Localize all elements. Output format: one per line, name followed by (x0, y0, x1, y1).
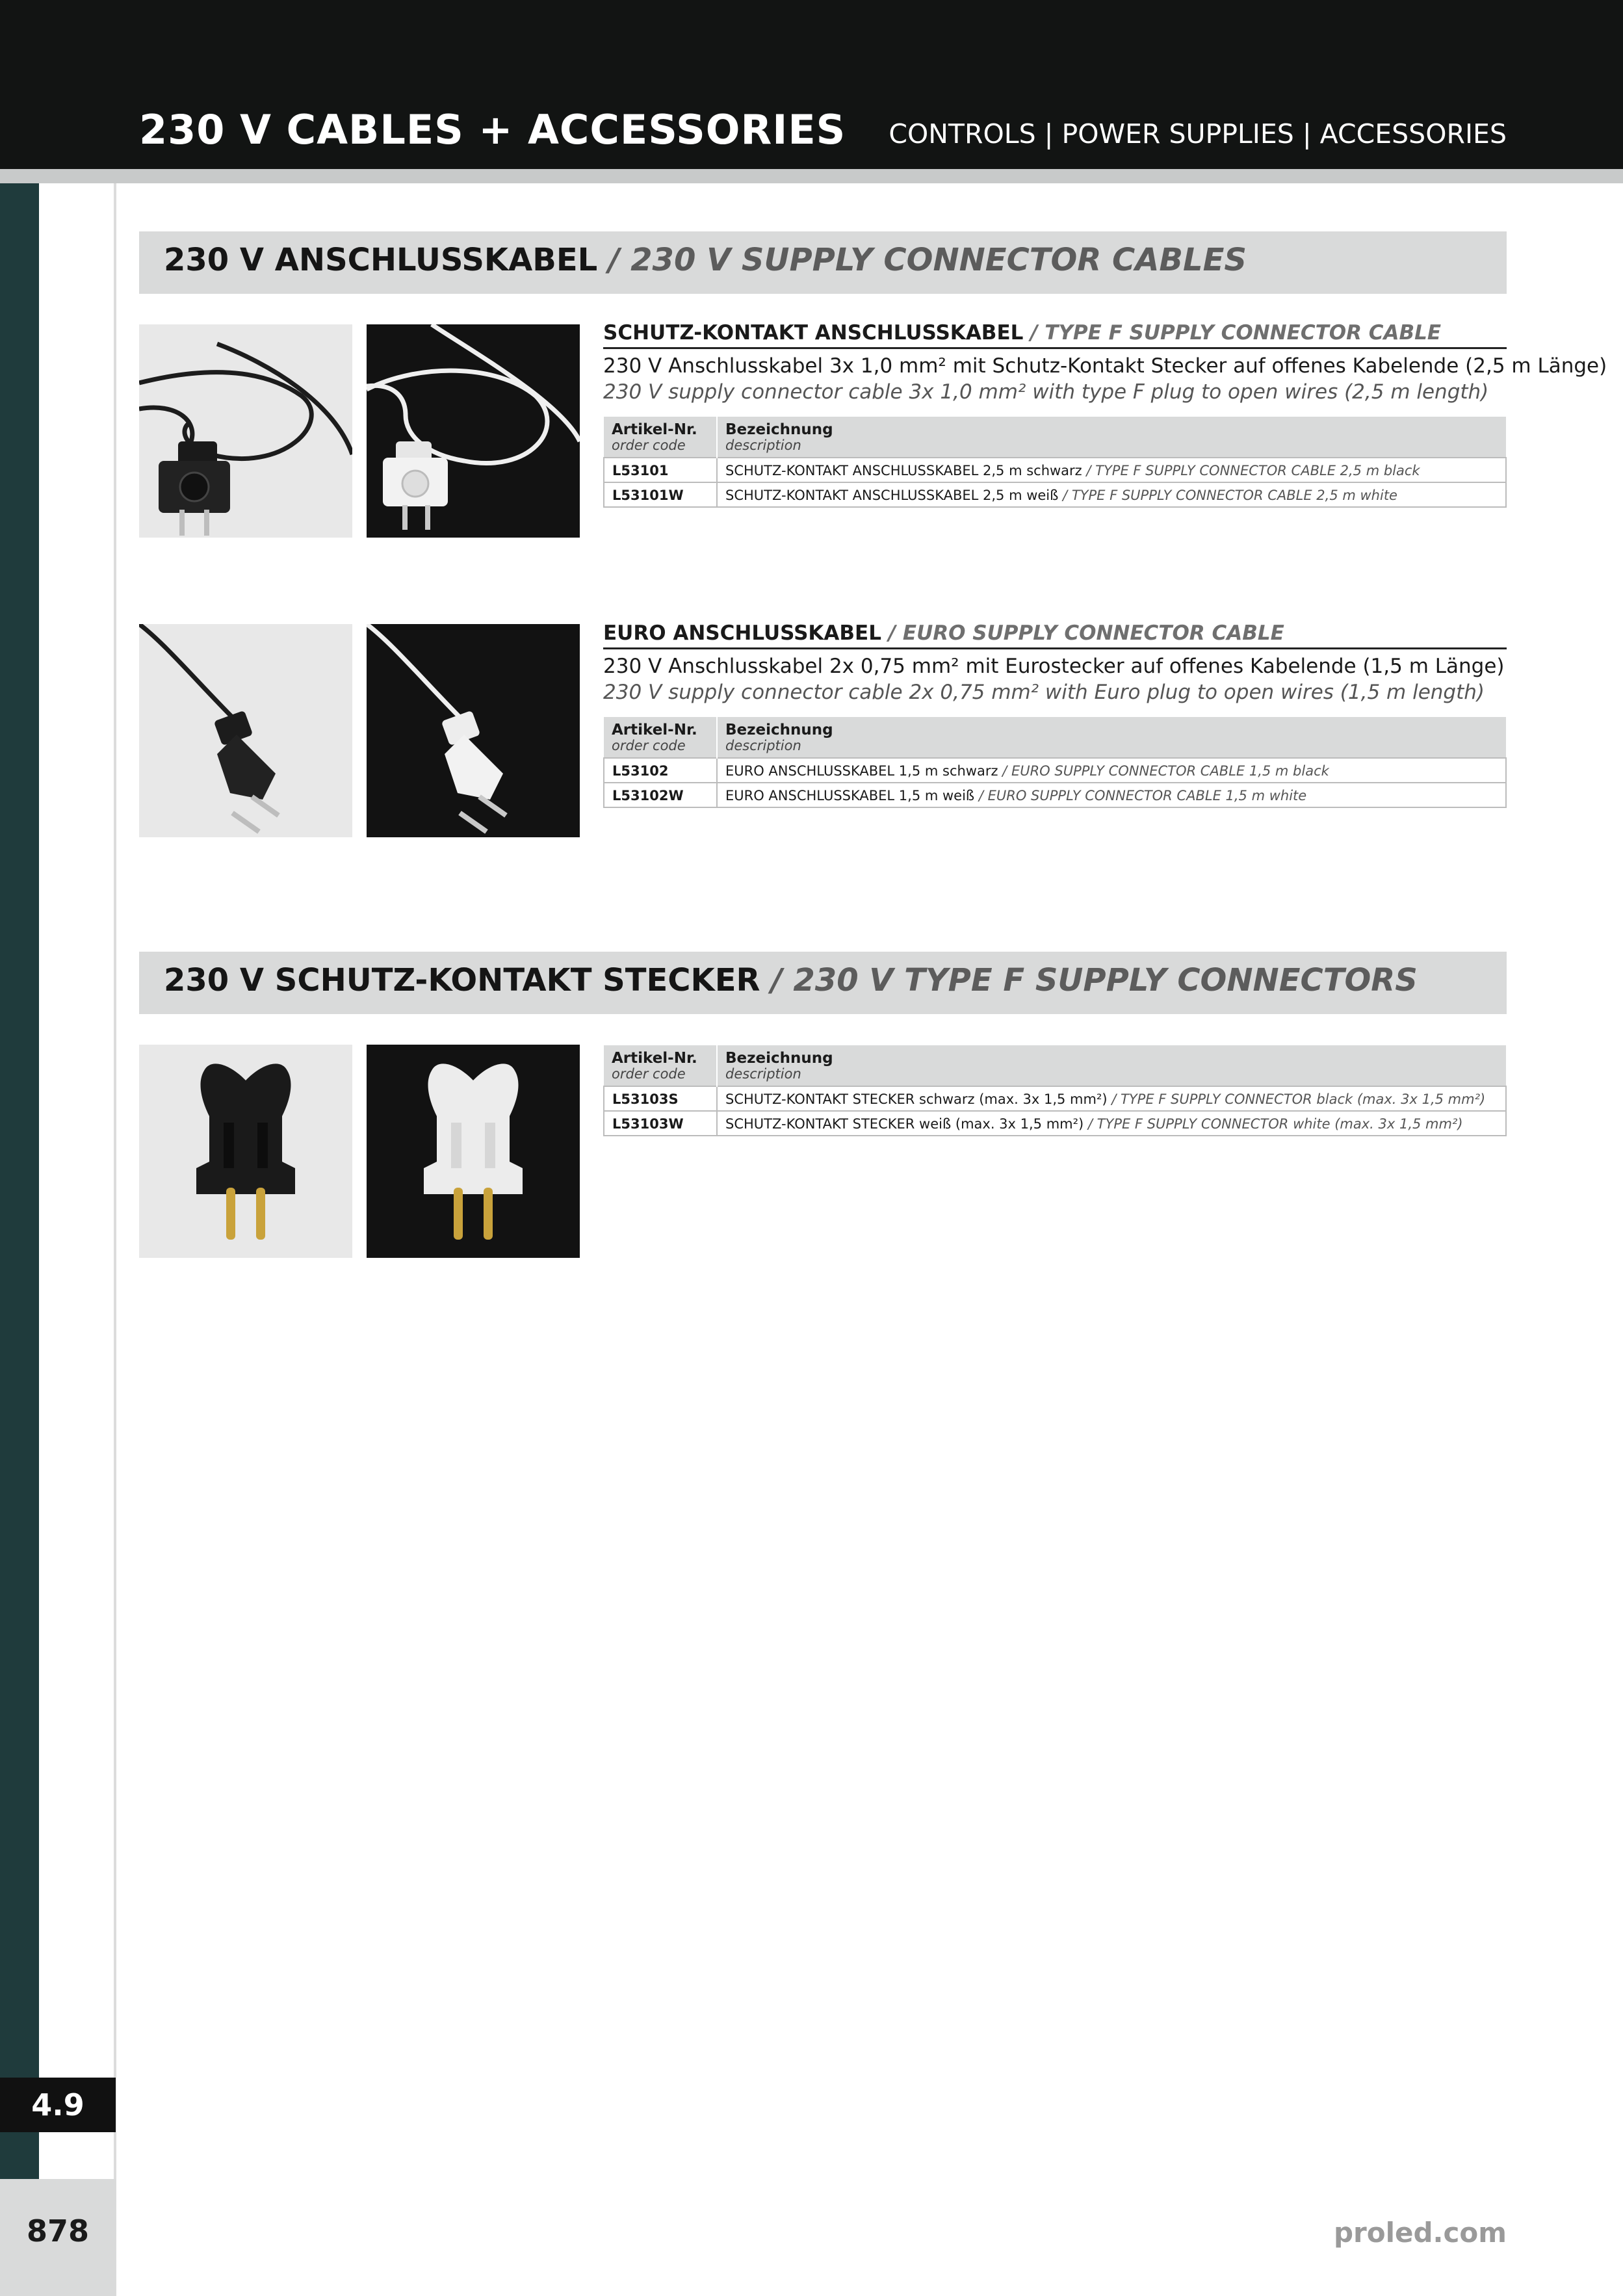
table-row (604, 482, 1506, 507)
order-code-header-en: order code (612, 1066, 686, 1082)
page-number: 878 (26, 2213, 90, 2249)
table-row (604, 1111, 1506, 1136)
order-table (603, 717, 1507, 808)
black-schuko-plug-image (139, 1045, 352, 1258)
item-description-de: SCHUTZ-KONTAKT ANSCHLUSSKABEL 2,5 m weiß (725, 488, 1059, 503)
order-code-header-de: Artikel-Nr. (612, 421, 697, 438)
section-title-de: 230 V ANSCHLUSSKABEL (164, 242, 598, 278)
product-description-de: 230 V Anschlusskabel 3x 1,0 mm² mit Schutz-Kontakt Stecker auf offenes Kabelende (2,5 m Länge) (603, 354, 1607, 378)
margin-rule (114, 183, 116, 2296)
section-heading-supply-cables (139, 231, 1507, 294)
order-code: L53101W (604, 482, 717, 507)
product-heading-de: SCHUTZ-KONTAKT ANSCHLUSSKABEL (603, 321, 1024, 345)
product-description-de: 230 V Anschlusskabel 2x 0,75 mm² mit Eurostecker auf offenes Kabelende (1,5 m Länge) (603, 655, 1505, 678)
section-heading-type-f-connectors (139, 952, 1507, 1014)
order-table (603, 417, 1507, 508)
page-title: 230 V CABLES + ACCESSORIES (139, 106, 846, 153)
description-header-en: description (725, 1066, 801, 1082)
chapter-number: 4.9 (0, 2078, 116, 2132)
chapter-sidebar (0, 183, 39, 2179)
order-code: L53101 (604, 458, 717, 482)
product-heading-en: EURO SUPPLY CONNECTOR CABLE (902, 621, 1284, 645)
product-description-en: 230 V supply connector cable 3x 1,0 mm² with type F plug to open wires (2,5 m length) (603, 380, 1489, 404)
item-description-en: TYPE F SUPPLY CONNECTOR CABLE 2,5 m white (1071, 488, 1397, 503)
order-code: L53103S (604, 1086, 717, 1111)
item-description-de: EURO ANSCHLUSSKABEL 1,5 m weiß (725, 788, 975, 803)
order-code-header (604, 1045, 717, 1086)
section-title-separator: / (597, 242, 631, 278)
black-euro-cable-image (139, 624, 352, 837)
description-header (717, 1045, 1506, 1086)
item-description-en: EURO SUPPLY CONNECTOR CABLE 1,5 m black (1011, 763, 1329, 779)
item-description (717, 1086, 1506, 1111)
header-divider (0, 169, 1623, 183)
item-description-separator: / (1082, 463, 1096, 478)
product-heading (603, 621, 1507, 649)
product-heading-separator: / (1023, 321, 1045, 345)
item-description-separator: / (1107, 1091, 1121, 1107)
order-table (603, 1045, 1507, 1136)
section-title-en: 230 V SUPPLY CONNECTOR CABLES (630, 242, 1247, 278)
description-header-en: description (725, 437, 801, 453)
section-title-separator: / (760, 962, 794, 998)
description-header-de: Bezeichnung (725, 421, 833, 438)
order-code: L53103W (604, 1111, 717, 1136)
item-description-de: EURO ANSCHLUSSKABEL 1,5 m schwarz (725, 763, 998, 779)
section-title-de: 230 V SCHUTZ-KONTAKT STECKER (164, 962, 760, 998)
product-heading-separator: / (881, 621, 903, 645)
table-header-row (604, 1045, 1506, 1086)
product-schuko-plug (603, 1034, 1507, 1136)
white-euro-cable-image (367, 624, 580, 837)
product-euro-cable (603, 621, 1507, 808)
item-description (717, 458, 1506, 482)
item-description-en: TYPE F SUPPLY CONNECTOR black (max. 3x 1,5 mm²) (1121, 1091, 1486, 1107)
item-description-separator: / (1058, 488, 1072, 503)
order-code-header-de: Artikel-Nr. (612, 1050, 697, 1067)
table-header-row (604, 717, 1506, 758)
table-row (604, 458, 1506, 482)
item-description-separator: / (1084, 1116, 1097, 1132)
description-header-en: description (725, 738, 801, 753)
item-description (717, 1111, 1506, 1136)
item-description-de: SCHUTZ-KONTAKT ANSCHLUSSKABEL 2,5 m schwarz (725, 463, 1082, 478)
product-schuko-cable (603, 321, 1607, 508)
white-schuko-plug-image (367, 1045, 580, 1258)
item-description-separator: / (998, 763, 1011, 779)
item-description (717, 482, 1506, 507)
order-code-header-de: Artikel-Nr. (612, 722, 697, 738)
item-description (717, 758, 1506, 783)
product-heading-de: EURO ANSCHLUSSKABEL (603, 621, 881, 645)
white-schuko-cable-image (367, 324, 580, 538)
table-row (604, 1086, 1506, 1111)
product-description-en: 230 V supply connector cable 2x 0,75 mm² with Euro plug to open wires (1,5 m length) (603, 681, 1485, 704)
item-description-en: TYPE F SUPPLY CONNECTOR CABLE 2,5 m black (1095, 463, 1420, 478)
order-code-header-en: order code (612, 738, 686, 753)
description-header (717, 417, 1506, 458)
order-code-header (604, 417, 717, 458)
description-header-de: Bezeichnung (725, 1050, 833, 1067)
table-row (604, 758, 1506, 783)
item-description (717, 783, 1506, 807)
product-heading-en: TYPE F SUPPLY CONNECTOR CABLE (1045, 321, 1442, 345)
website-url[interactable]: proled.com (1333, 2217, 1507, 2249)
order-code: L53102 (604, 758, 717, 783)
table-header-row (604, 417, 1506, 458)
order-code-header (604, 717, 717, 758)
item-description-en: EURO SUPPLY CONNECTOR CABLE 1,5 m white (987, 788, 1307, 803)
table-row (604, 783, 1506, 807)
item-description-de: SCHUTZ-KONTAKT STECKER schwarz (max. 3x 1,5 mm²) (725, 1091, 1108, 1107)
order-code-header-en: order code (612, 437, 686, 453)
description-header-de: Bezeichnung (725, 722, 833, 738)
item-description-de: SCHUTZ-KONTAKT STECKER weiß (max. 3x 1,5 mm²) (725, 1116, 1084, 1132)
section-title-en: 230 V TYPE F SUPPLY CONNECTORS (793, 962, 1418, 998)
item-description-en: TYPE F SUPPLY CONNECTOR white (max. 3x 1,5 mm²) (1097, 1116, 1463, 1132)
item-description-separator: / (974, 788, 988, 803)
description-header (717, 717, 1506, 758)
black-schuko-cable-image (139, 324, 352, 538)
order-code: L53102W (604, 783, 717, 807)
category-nav: CONTROLS | POWER SUPPLIES | ACCESSORIES (889, 118, 1507, 150)
product-heading (603, 321, 1507, 349)
